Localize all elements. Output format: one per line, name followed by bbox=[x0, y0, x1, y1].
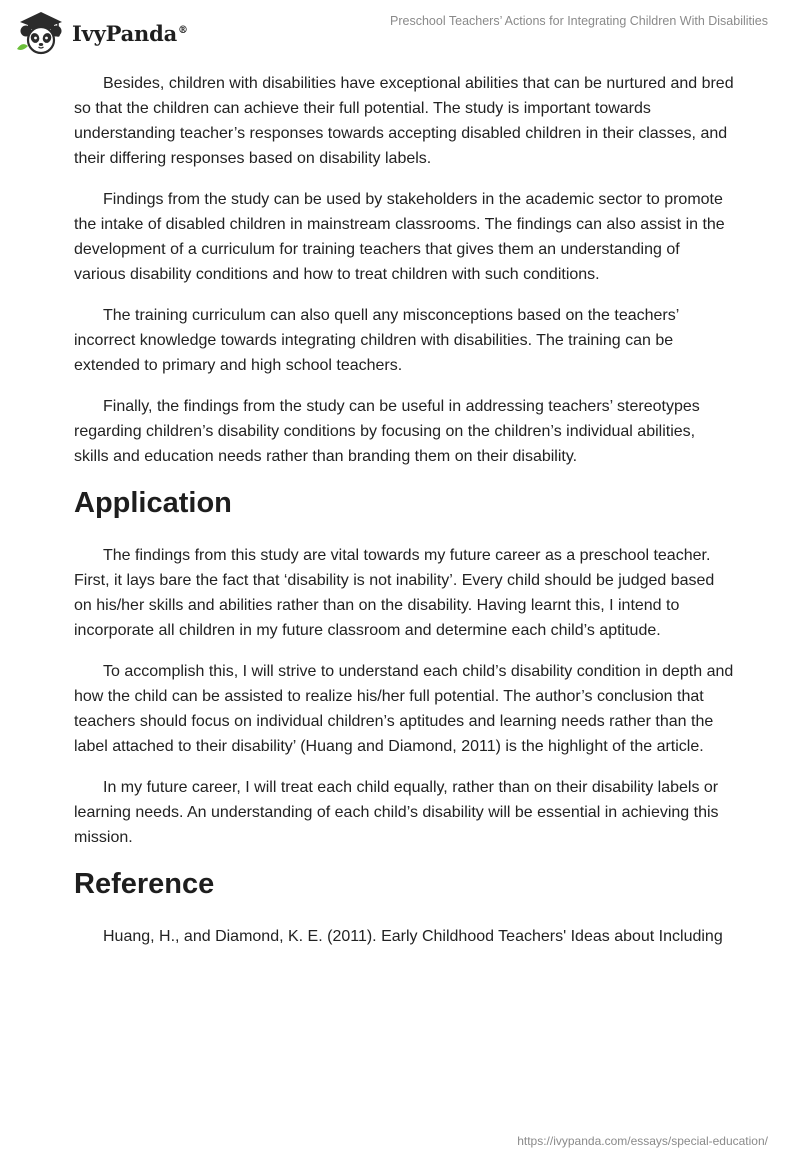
logo-text: IvyPanda® bbox=[72, 20, 188, 46]
essay-body bbox=[74, 71, 734, 965]
source-url[interactable]: https://ivypanda.com/essays/special-education/ bbox=[517, 1134, 768, 1148]
ivypanda-logo[interactable] bbox=[14, 8, 188, 56]
paragraph: Finally, the findings from the study can be useful in addressing teachers’ stereotypes regarding children’s disability conditions by focusing on the children’s individual abilities, skills and education needs rather than branding them on their disability. bbox=[74, 398, 700, 465]
registered-mark: ® bbox=[178, 24, 188, 36]
paragraph: The training curriculum can also quell any misconceptions based on the teachers’ incorrect knowledge towards integrating children with disabilities. The training can be extended to primary and high school teachers. bbox=[74, 307, 679, 374]
paragraph: The findings from this study are vital towards my future career as a preschool teacher. First, it lays bare the fact that ‘disability is not inability’. Every child should be judged based on his/her skills and abilities rather than on the disability. Having learnt this, I intend to incorporate all children in my future classroom and determine each child’s aptitude. bbox=[74, 547, 715, 639]
paragraph: Findings from the study can be used by stakeholders in the academic sector to promote the intake of disabled children in mainstream classrooms. The findings can also assist in the development of a curriculum for training teachers that gives them an understanding of various disability conditions and how to treat children with such conditions. bbox=[74, 191, 725, 283]
reference-heading: Reference bbox=[74, 868, 215, 900]
paragraph: Besides, children with disabilities have exceptional abilities that can be nurtured and bred so that the children can achieve their full potential. The study is important towards understanding teacher’s responses towards accepting disabled children in their classes, and their differing responses based on disability labels. bbox=[74, 75, 734, 167]
application-heading: Application bbox=[74, 487, 232, 519]
panda-graduate-icon bbox=[14, 9, 66, 55]
page-header bbox=[0, 0, 800, 60]
paragraph: In my future career, I will treat each child equally, rather than on their disability labels or learning needs. An understanding of each child’s disability will be essential in achieving this mission. bbox=[74, 779, 719, 846]
reference-entry: Huang, H., and Diamond, K. E. (2011). Early Childhood Teachers' Ideas about Including bbox=[103, 928, 723, 945]
document-title: Preschool Teachers’ Actions for Integrating Children With Disabilities bbox=[390, 14, 768, 28]
paragraph: To accomplish this, I will strive to understand each child’s disability condition in depth and how the child can be assisted to realize his/her full potential. The author’s conclusion that teachers should focus on individual children’s aptitudes and learning needs rather than the label attached to their disability’ (Huang and Diamond, 2011) is the highlight of the article. bbox=[74, 663, 734, 755]
